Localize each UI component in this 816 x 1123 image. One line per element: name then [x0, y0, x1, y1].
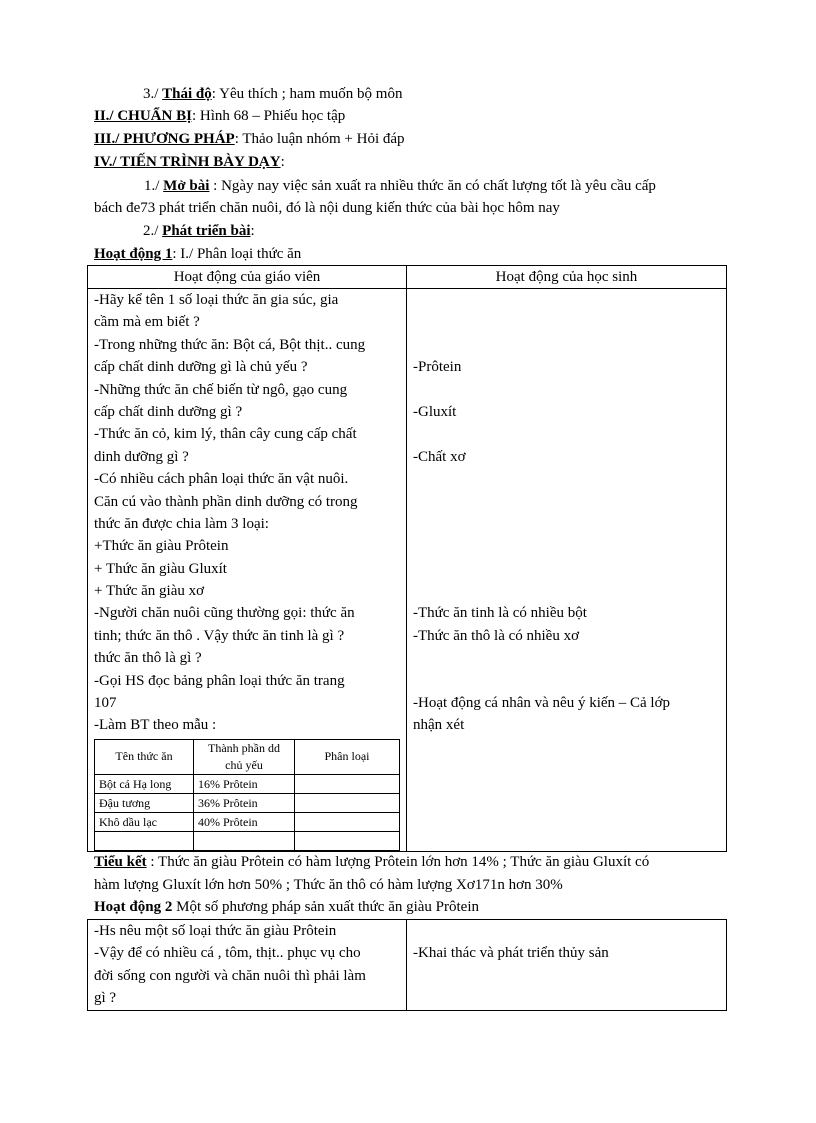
summary-line-2: hàm lượng Gluxít lớn hơn 50% ; Thức ăn thô có hàm lượng Xơ171n hơn 30% — [94, 877, 563, 893]
inner-header-food: Tên thức ăn — [95, 739, 194, 774]
exercise-cell: Đậu tương — [95, 793, 194, 812]
teacher-line: -Trong những thức ăn: Bột cá, Bột thịt.. cung — [94, 336, 366, 353]
teacher-line: Căn cú vào thành phần dinh dưỡng có trong — [94, 493, 358, 510]
student-line — [413, 580, 720, 602]
exercise-cell: Khô dầu lạc — [95, 812, 194, 831]
student-line — [413, 965, 720, 987]
exercise-cell — [194, 831, 295, 850]
exercise-cell: 16% Prôtein — [194, 774, 295, 793]
activity-2-heading: Hoạt động 2 Một số phương pháp sản xuất thức ăn giàu Prôtein — [94, 899, 480, 915]
teacher-line: + Thức ăn giàu xơ — [94, 583, 205, 600]
student-line: -Khai thác và phát triển thủy sản — [413, 945, 609, 962]
section-process: IV./ TIẾN TRÌNH BÀY DẠY: — [94, 154, 285, 170]
teacher-line: -Có nhiều cách phân loại thức ăn vật nuôi. — [94, 471, 349, 488]
teacher-line: đời sống con người và chăn nuôi thì phải làm — [94, 967, 366, 984]
student-line — [413, 558, 720, 580]
teacher-line: -Vậy để có nhiều cá , tôm, thịt.. phục vụ cho — [94, 945, 361, 962]
header-student: Hoạt động của học sinh — [407, 266, 727, 289]
student-line — [413, 423, 720, 445]
student-lines-2 — [413, 920, 720, 1010]
section-attitude: 3./ Thái độ: Yêu thích ; ham muốn bộ môn — [143, 86, 403, 102]
exercise-row — [95, 831, 400, 850]
intro-line-2: bách đe73 phát triển chăn nuôi, đó là nội dung kiến thức của bài học hôm nay — [94, 200, 560, 216]
student-line — [413, 920, 720, 942]
teacher-line: cấp chất dinh dưỡng gì ? — [94, 403, 243, 420]
exercise-cell: 36% Prôtein — [194, 793, 295, 812]
student-line — [413, 311, 720, 333]
intro-line-1: 1./ Mở bài : Ngày nay việc sản xuất ra nhiều thức ăn có chất lượng tốt là yêu cầu cấp — [144, 178, 656, 194]
attitude-label: Thái độ — [162, 86, 212, 102]
section-method: III./ PHƯƠNG PHÁP: Thảo luận nhóm + Hỏi đáp — [94, 131, 405, 147]
teacher-line: gì ? — [94, 990, 117, 1007]
exercise-row — [95, 774, 400, 793]
teacher-line: thức ăn thô là gì ? — [94, 650, 202, 667]
teacher-line: cấp chất dinh dưỡng gì là chủ yếu ? — [94, 359, 308, 376]
student-line — [413, 513, 720, 535]
teacher-column — [88, 289, 407, 852]
student-line — [413, 987, 720, 1009]
student-line — [413, 535, 720, 557]
teacher-line: -Làm BT theo mẫu : — [94, 717, 217, 734]
teacher-lines-2 — [94, 920, 400, 1010]
teacher-line: dinh dưỡng gì ? — [94, 448, 189, 465]
teacher-line: -Gọi HS đọc bảng phân loại thức ăn trang — [94, 672, 345, 689]
activity-1-heading: Hoạt động 1: I./ Phân loại thức ăn — [94, 246, 302, 262]
student-line: -Hoạt động cá nhân và nêu ý kiến – Cả lớp — [413, 695, 671, 712]
student-line: -Gluxít — [413, 403, 457, 420]
section-preparation: II./ CHUẨN BỊ: Hình 68 – Phiếu học tập — [94, 108, 346, 124]
teacher-line: 107 — [94, 695, 117, 712]
teacher-line: + Thức ăn giàu Gluxít — [94, 560, 227, 577]
teacher-line: -Hãy kể tên 1 số loại thức ăn gia súc, gia — [94, 292, 339, 308]
development-heading: 2./ Phát triển bài: — [143, 223, 255, 239]
student-line: -Chất xơ — [413, 448, 466, 465]
exercise-cell — [295, 774, 400, 793]
teacher-line: -Những thức ăn chế biến từ ngô, gạo cung — [94, 381, 348, 398]
student-line: -Thức ăn thô là có nhiều xơ — [413, 627, 580, 644]
teacher-line: -Thức ăn cỏ, kim lý, thân cây cung cấp chất — [94, 426, 357, 443]
activity-2-table — [87, 919, 727, 1011]
summary-line-1: Tiểu kết : Thức ăn giàu Prôtein có hàm lượng Prôtein lớn hơn 14% ; Thức ăn giàu Gluxít có — [94, 854, 650, 870]
exercise-cell — [295, 831, 400, 850]
teacher-line: +Thức ăn giàu Prôtein — [94, 538, 229, 555]
exercise-cell — [295, 793, 400, 812]
exercise-cell — [295, 812, 400, 831]
exercise-cell: Bột cá Hạ long — [95, 774, 194, 793]
student-line — [413, 289, 720, 311]
teacher-line: -Người chăn nuôi cũng thường gọi: thức ăn — [94, 605, 355, 622]
exercise-cell — [95, 831, 194, 850]
student-column-2 — [407, 920, 727, 1011]
student-line — [413, 670, 720, 692]
student-line: nhận xét — [413, 717, 465, 734]
inner-header-nutrient: Thành phần dd chủ yếu — [194, 739, 295, 774]
teacher-line: cầm mà em biết ? — [94, 314, 200, 331]
teacher-lines — [94, 289, 400, 737]
header-teacher: Hoạt động của giáo viên — [88, 266, 407, 289]
exercise-row — [95, 812, 400, 831]
student-line — [413, 491, 720, 513]
exercise-row — [95, 793, 400, 812]
teacher-line: -Hs nêu một số loại thức ăn giàu Prôtein — [94, 923, 337, 939]
teacher-column-2 — [88, 920, 407, 1011]
exercise-cell: 40% Prôtein — [194, 812, 295, 831]
student-line — [413, 468, 720, 490]
student-column — [407, 289, 727, 852]
teacher-line: tinh; thức ăn thô . Vậy thức ăn tinh là gì ? — [94, 627, 345, 644]
exercise-table — [94, 739, 400, 851]
student-line — [413, 334, 720, 356]
inner-header-class: Phân loại — [295, 739, 400, 774]
student-line — [413, 647, 720, 669]
activity-1-table — [87, 265, 727, 852]
student-line: -Prôtein — [413, 359, 462, 376]
teacher-line: thức ăn được chia làm 3 loại: — [94, 515, 269, 532]
student-lines — [413, 289, 720, 737]
student-line: -Thức ăn tinh là có nhiều bột — [413, 605, 587, 622]
student-line — [413, 379, 720, 401]
